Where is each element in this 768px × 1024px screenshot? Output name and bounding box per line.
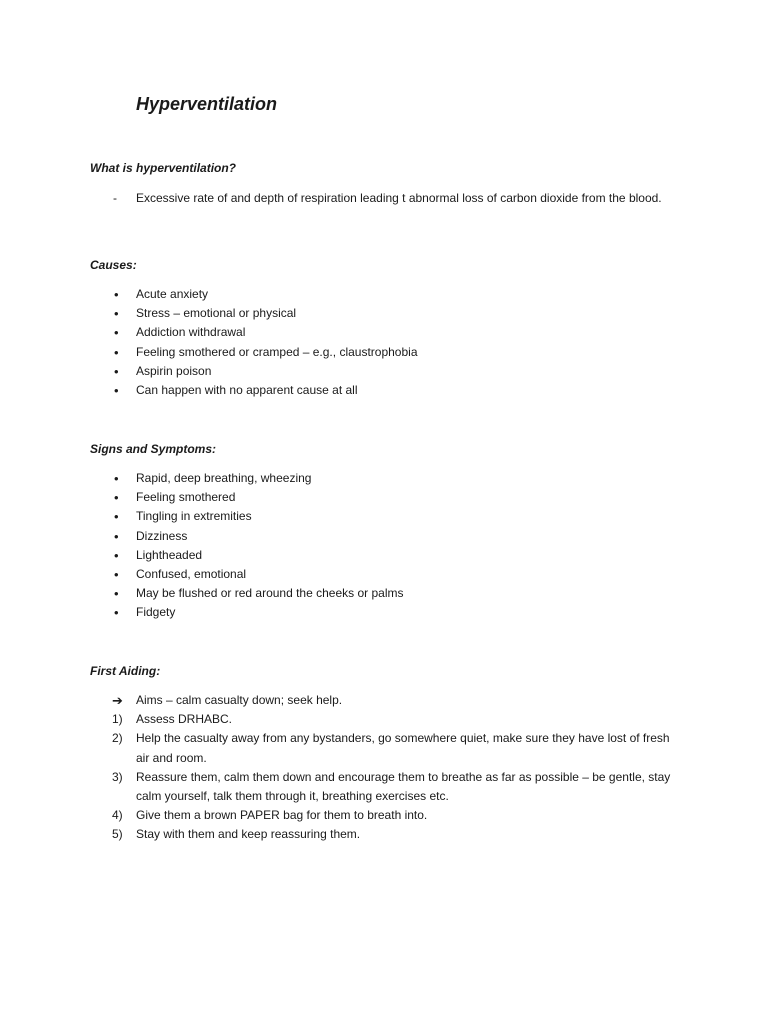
step-number: 4) <box>112 808 123 823</box>
list-item <box>112 825 682 844</box>
step-number: 1) <box>112 712 123 727</box>
list-item <box>112 729 682 767</box>
section-heading-signs: Signs and Symptoms: <box>90 442 217 456</box>
list-item-text: Excessive rate of and depth of respiration leading t abnormal loss of carbon dioxide from the blood. <box>136 191 662 205</box>
list-item-text: Rapid, deep breathing, wheezing <box>136 471 312 485</box>
list-item <box>112 527 682 546</box>
causes-list <box>112 285 682 400</box>
arrow-right-icon: ➔ <box>112 693 123 708</box>
list-item <box>112 469 682 488</box>
bullet-icon: • <box>114 605 119 621</box>
step-number: 2) <box>112 731 123 746</box>
bullet-icon: • <box>114 287 119 302</box>
list-item <box>112 691 682 710</box>
bullet-icon: • <box>114 344 119 360</box>
list-item <box>112 710 682 729</box>
list-item <box>112 603 682 622</box>
step-number: 3) <box>112 769 123 784</box>
first-aid-list <box>112 691 682 845</box>
bullet-icon: • <box>114 586 119 602</box>
list-item <box>112 323 682 342</box>
list-item <box>112 584 682 603</box>
list-item <box>112 488 682 507</box>
bullet-icon: • <box>114 363 119 379</box>
list-item-text: Addiction withdrawal <box>136 325 246 340</box>
list-item <box>112 304 682 323</box>
bullet-icon: • <box>114 528 119 544</box>
list-item-text: Stay with them and keep reassuring them. <box>136 827 361 842</box>
list-item <box>112 285 682 304</box>
signs-list <box>112 469 682 623</box>
bullet-icon: • <box>114 325 119 341</box>
step-number: 5) <box>112 827 123 842</box>
bullet-icon: • <box>114 490 119 506</box>
list-item <box>112 381 682 400</box>
list-item-text: Aspirin poison <box>136 363 212 378</box>
list-item-text: Tingling in extremities <box>136 509 252 524</box>
list-item <box>112 546 682 565</box>
bullet-icon: • <box>114 547 119 563</box>
list-item-text: Acute anxiety <box>136 287 209 301</box>
list-item-text: Give them a brown PAPER bag for them to breath into. <box>136 808 428 823</box>
list-item-text: Reassure them, calm them down and encourage them to breathe as far as possible – be gentle, stay calm yourself, talk them through it, breathing exercises etc. <box>136 769 671 804</box>
list-item-text: Lightheaded <box>136 547 203 562</box>
list-item <box>112 189 682 208</box>
dash-marker: - <box>113 191 117 205</box>
bullet-icon: • <box>114 306 119 322</box>
list-item <box>112 768 682 806</box>
list-item <box>112 362 682 381</box>
list-item-text: Feeling smothered or cramped – e.g., claustrophobia <box>136 344 418 359</box>
bullet-icon: • <box>114 383 119 399</box>
list-item-text: Assess DRHABC. <box>136 712 233 727</box>
section-heading-first-aid: First Aiding: <box>90 664 161 678</box>
page-title: Hyperventilation <box>136 94 278 114</box>
section-heading-definition: What is hyperventilation? <box>90 161 237 175</box>
definition-list <box>112 189 682 208</box>
bullet-icon: • <box>114 509 119 525</box>
list-item-text: Help the casualty away from any bystanders, go somewhere quiet, make sure they have lost of fresh air and room. <box>136 731 670 765</box>
list-item-text: Feeling smothered <box>136 490 236 505</box>
list-item-text: Fidgety <box>136 605 176 620</box>
list-item <box>112 806 682 825</box>
bullet-icon: • <box>114 567 119 583</box>
list-item-text: Can happen with no apparent cause at all <box>136 383 358 398</box>
list-item-text: Aims – calm casualty down; seek help. <box>136 693 343 707</box>
list-item <box>112 343 682 362</box>
section-heading-causes: Causes: <box>90 258 137 272</box>
list-item-text: Dizziness <box>136 528 188 543</box>
bullet-icon: • <box>114 471 119 486</box>
list-item-text: Stress – emotional or physical <box>136 306 297 321</box>
list-item-text: Confused, emotional <box>136 567 247 582</box>
list-item <box>112 565 682 584</box>
list-item <box>112 507 682 526</box>
list-item-text: May be flushed or red around the cheeks or palms <box>136 586 404 601</box>
